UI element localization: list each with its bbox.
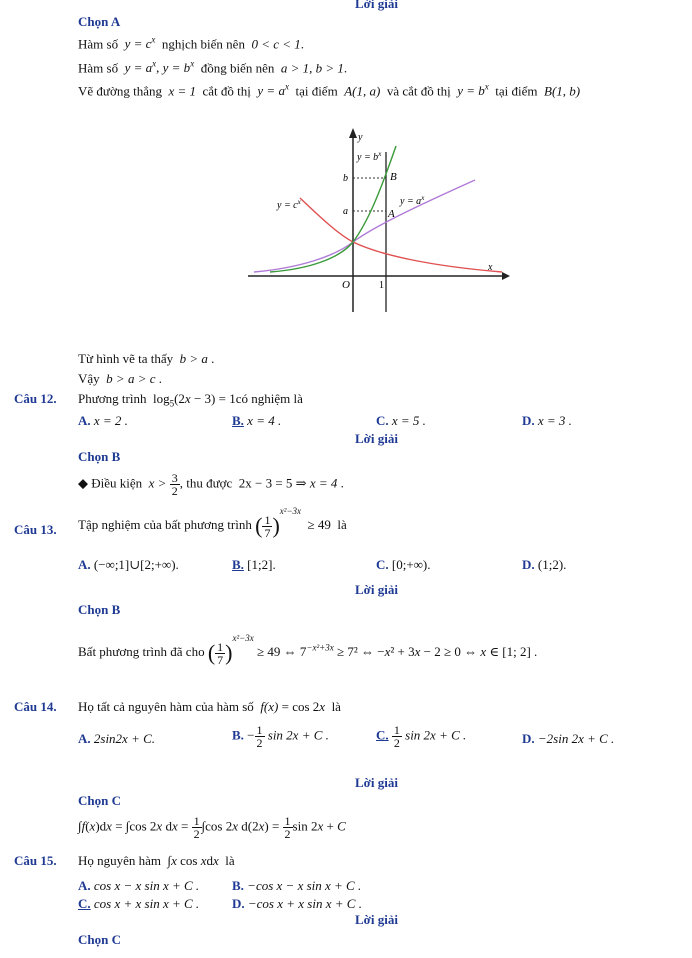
- curve-b-label: $y = b^x$: [357, 150, 382, 163]
- option-a: A. cos x − x sin x + C .: [78, 878, 200, 893]
- solution-heading: Lời giải: [355, 912, 398, 927]
- curve-a-x: [254, 180, 475, 272]
- curve-c-x: [300, 198, 502, 272]
- b-label: b: [343, 173, 348, 184]
- question-text: Họ tất cả nguyên hàm của hàm số f(x) = cos 2x là: [78, 699, 341, 714]
- option-d: D. −2sin 2x + C .: [522, 731, 615, 746]
- option-b: B. x = 4 .: [232, 413, 282, 428]
- curve-a-label: $y = a^x$: [400, 194, 425, 207]
- question-label: Câu 15.: [14, 853, 57, 868]
- y-axis-label: y: [358, 132, 363, 143]
- x-axis-arrow: [502, 272, 510, 280]
- question-text: Tập nghiệm của bất phương trình ( $\frac{1}{7}$ )$^{x^2-3x}$ ≥ 49 là: [78, 505, 347, 540]
- solution-heading: Lời giải: [355, 582, 398, 597]
- solution-line: Hàm số $y = a^x$, $y = b^x$ đồng biến nên a > 1, b > 1.: [78, 59, 348, 76]
- point-b-label: B: [390, 171, 397, 183]
- tick-one-label: 1: [379, 280, 384, 291]
- option-c: C. x = 5 .: [376, 413, 426, 428]
- option-c: C. $\frac{1}{2}$ sin 2x + C .: [376, 723, 467, 750]
- question-label: Câu 13.: [14, 522, 57, 537]
- question-label: Câu 12.: [14, 391, 57, 406]
- option-a: A. x = 2 .: [78, 413, 128, 428]
- answer-choice: Chọn C: [78, 932, 121, 947]
- a-label: a: [343, 206, 348, 217]
- option-b: B. [1;2].: [232, 557, 276, 572]
- option-b: B. − $\frac{1}{2}$ sin 2x + C .: [232, 723, 329, 750]
- answer-choice: Chọn A: [78, 14, 121, 29]
- solution-heading: Lời giải: [355, 0, 398, 11]
- option-d: D. −cos x + x sin x + C .: [232, 896, 362, 911]
- option-a: A. (−∞;1]∪[2;+∞).: [78, 557, 179, 572]
- y-axis-arrow: [349, 128, 357, 138]
- answer-choice: Chọn B: [78, 449, 121, 464]
- solution-heading: Lời giải: [355, 431, 398, 446]
- option-c: C. [0;+∞).: [376, 557, 431, 572]
- option-c: C. cos x + x sin x + C .: [78, 896, 200, 911]
- question-label: Câu 14.: [14, 699, 57, 714]
- question-text: Phương trình $\log_5(2x - 3)$ = 1có nghiệm là: [78, 391, 303, 409]
- conclusion-line: Từ hình vẽ ta thấy b > a .: [78, 351, 215, 366]
- solution-heading: Lời giải: [355, 775, 398, 790]
- origin-label: O: [342, 279, 350, 291]
- curve-c-label: $y = c^x$: [277, 198, 301, 211]
- conclusion-line: Vậy b > a > c .: [78, 371, 162, 386]
- solution-line: Bất phương trình đã cho ( $\frac{1}{7}$ )$^{x^2-3x}$ ≥ 49 ⇔ $7^{-x^2+3x} \ge 7^2$ ⇔ −x² + 3x − 2 ≥ 0 ⇔ x ∈ [1; 2] .: [78, 632, 538, 667]
- exponential-graph: [240, 122, 515, 317]
- option-d: D. x = 3 .: [522, 413, 572, 428]
- answer-choice: Chọn C: [78, 793, 121, 808]
- option-a: A. 2sin2x + C.: [78, 731, 156, 746]
- point-a-label: A: [388, 208, 395, 220]
- solution-line: Vẽ đường thẳng x = 1 cắt đồ thị $y = a^x$ tại điểm A(1, a) và cắt đồ thị $y = b^x$ tại điểm B(1, b): [78, 82, 581, 99]
- solution-line: ∫f(x)dx = ∫cos 2x dx = $\frac{1}{2}$ ∫cos 2x d(2x) = $\frac{1}{2}$ sin 2x + C: [78, 814, 346, 841]
- x-axis-label: x: [488, 262, 493, 273]
- question-text: Họ nguyên hàm ∫x cos xdx là: [78, 853, 235, 868]
- answer-choice: Chọn B: [78, 602, 121, 617]
- option-b: B. −cos x − x sin x + C .: [232, 878, 362, 893]
- solution-line: ◆ Điều kiện x > $\frac{3}{2}$ , thu được 2x − 3 = 5 ⇒ x = 4 .: [78, 471, 344, 498]
- solution-line: Hàm số $y = c^x$ nghịch biến nên 0 < c < 1.: [78, 35, 305, 52]
- option-d: D. (1;2).: [522, 557, 567, 572]
